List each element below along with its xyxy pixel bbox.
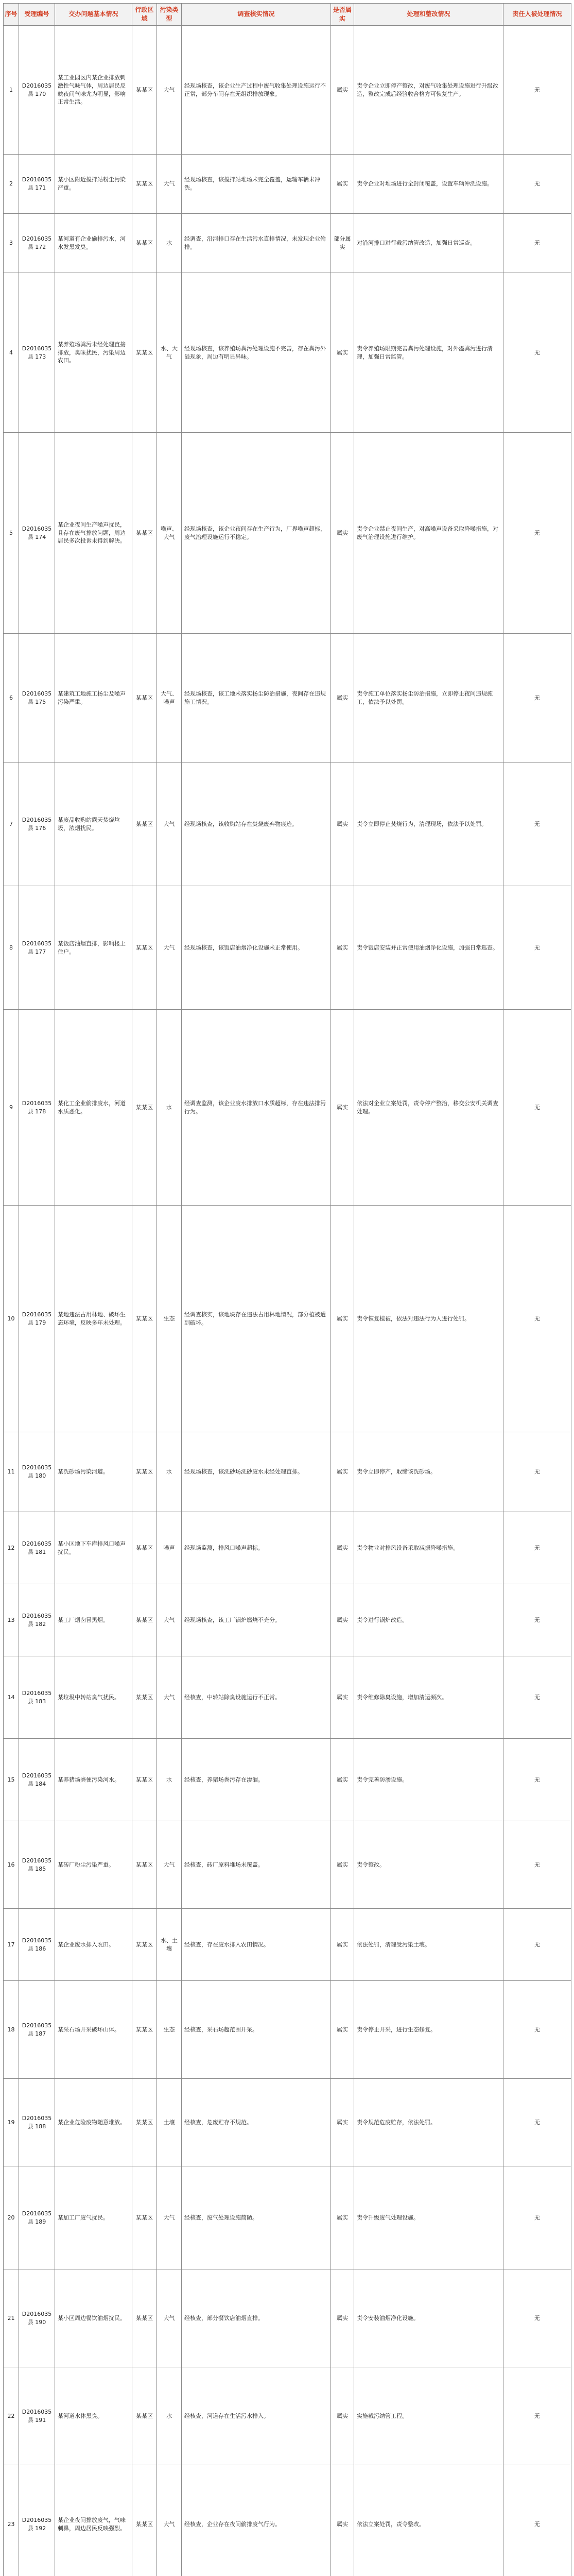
row-region: 某某区: [132, 2269, 157, 2367]
row-person: 无: [503, 1981, 571, 2079]
row-id: D2016035县 175: [19, 634, 55, 762]
row-no: 20: [4, 2166, 19, 2269]
row-survey: 经现场核查，该搅拌站堆场未完全覆盖，运输车辆未冲洗。: [182, 155, 331, 214]
col-header-person: 责任人被处理情况: [503, 4, 571, 26]
row-action: 责令立即停止焚烧行为，清理现场，依法予以处罚。: [354, 762, 503, 886]
row-person: 无: [503, 1512, 571, 1584]
row-person: 无: [503, 2465, 571, 2576]
row-is-true: 属实: [331, 1432, 354, 1512]
table-body: [4, 26, 571, 2576]
row-survey: 经核查，河道存在生活污水排入。: [182, 2367, 331, 2465]
row-region: 某某区: [132, 762, 157, 886]
row-no: 13: [4, 1584, 19, 1656]
row-action: 责令整改。: [354, 1821, 503, 1909]
row-summary: 某废品收购站露天焚烧垃圾，浓烟扰民。: [55, 762, 132, 886]
row-id: D2016035县 185: [19, 1821, 55, 1909]
row-region: 某某区: [132, 886, 157, 1010]
table-row: [4, 1981, 571, 2079]
row-region: 某某区: [132, 1584, 157, 1656]
row-id: D2016035县 170: [19, 26, 55, 155]
row-region: 某某区: [132, 1909, 157, 1981]
row-region: 某某区: [132, 2367, 157, 2465]
row-summary: 某企业夜间排放废气，气味刺鼻，周边居民反映强烈。: [55, 2465, 132, 2576]
row-is-true: 属实: [331, 1010, 354, 1206]
row-person: 无: [503, 1432, 571, 1512]
row-summary: 某工厂烟囱冒黑烟。: [55, 1584, 132, 1656]
row-survey: 经核查，中转站除臭设施运行不正常。: [182, 1656, 331, 1739]
row-no: 5: [4, 433, 19, 634]
col-header-pollution-type: 污染类型: [157, 4, 182, 26]
row-person: 无: [503, 2079, 571, 2166]
row-summary: 某建筑工地施工扬尘及噪声污染严重。: [55, 634, 132, 762]
table-row: [4, 26, 571, 155]
row-survey: 经现场监测，排风口噪声超标。: [182, 1512, 331, 1584]
row-action: 责令物业对排风设备采取减振降噪措施。: [354, 1512, 503, 1584]
row-summary: 某河道水体黑臭。: [55, 2367, 132, 2465]
row-action: 责令企业对堆场进行全封闭覆盖，设置车辆冲洗设施。: [354, 155, 503, 214]
row-action: 责令升级废气处理设施。: [354, 2166, 503, 2269]
row-person: 无: [503, 1656, 571, 1739]
document: [3, 3, 571, 2576]
table-row: [4, 2079, 571, 2166]
row-person: 无: [503, 1010, 571, 1206]
row-action: 责令企业立即停产整改，对废气收集处理设施进行升级改造，整改完成后经验收合格方可恢复生产。: [354, 26, 503, 155]
row-is-true: 属实: [331, 1206, 354, 1432]
row-survey: 经核查，砖厂原料堆场未覆盖。: [182, 1821, 331, 1909]
table-row: [4, 2166, 571, 2269]
row-no: 22: [4, 2367, 19, 2465]
table-row: [4, 2269, 571, 2367]
row-pollution-type: 大气、噪声: [157, 634, 182, 762]
row-is-true: 属实: [331, 2166, 354, 2269]
row-survey: 经核查，危废贮存不规范。: [182, 2079, 331, 2166]
row-id: D2016035县 178: [19, 1010, 55, 1206]
row-no: 16: [4, 1821, 19, 1909]
row-region: 某某区: [132, 433, 157, 634]
row-pollution-type: 土壤: [157, 2079, 182, 2166]
row-id: D2016035县 188: [19, 2079, 55, 2166]
row-survey: 经现场核查，该洗砂场洗砂废水未经处理直排。: [182, 1432, 331, 1512]
row-region: 某某区: [132, 1821, 157, 1909]
row-summary: 某养殖场粪污未经处理直接排放，臭味扰民，污染周边农田。: [55, 273, 132, 433]
row-summary: 某化工企业偷排废水，河道水质恶化。: [55, 1010, 132, 1206]
row-is-true: 属实: [331, 273, 354, 433]
complaint-table: [3, 3, 571, 2576]
row-person: 无: [503, 155, 571, 214]
row-summary: 某小区地下车库排风口噪声扰民。: [55, 1512, 132, 1584]
row-survey: 经现场核查，该收购站存在焚烧废弃物痕迹。: [182, 762, 331, 886]
row-action: 责令停止开采，进行生态修复。: [354, 1981, 503, 2079]
row-person: 无: [503, 2166, 571, 2269]
row-region: 某某区: [132, 1739, 157, 1821]
table-row: [4, 1739, 571, 1821]
row-summary: 某养猪场粪便污染河水。: [55, 1739, 132, 1821]
row-is-true: 属实: [331, 2079, 354, 2166]
row-id: D2016035县 174: [19, 433, 55, 634]
row-no: 6: [4, 634, 19, 762]
row-region: 某某区: [132, 155, 157, 214]
row-action: 责令进行锅炉改造。: [354, 1584, 503, 1656]
row-is-true: 属实: [331, 2367, 354, 2465]
row-summary: 某砖厂粉尘污染严重。: [55, 1821, 132, 1909]
row-is-true: 属实: [331, 1656, 354, 1739]
row-is-true: 属实: [331, 155, 354, 214]
row-id: D2016035县 181: [19, 1512, 55, 1584]
col-header-action: 处理和整改情况: [354, 4, 503, 26]
row-id: D2016035县 187: [19, 1981, 55, 2079]
row-id: D2016035县 172: [19, 214, 55, 273]
row-person: 无: [503, 214, 571, 273]
row-pollution-type: 大气: [157, 26, 182, 155]
row-survey: 经现场核查，该养殖场粪污处理设施不完善，存在粪污外溢现象，周边有明显异味。: [182, 273, 331, 433]
row-person: 无: [503, 634, 571, 762]
col-header-region: 行政区域: [132, 4, 157, 26]
row-id: D2016035县 182: [19, 1584, 55, 1656]
row-summary: 某河道有企业偷排污水，河水发黑发臭。: [55, 214, 132, 273]
col-header-summary: 交办问题基本情况: [55, 4, 132, 26]
table-header-row: [4, 4, 571, 26]
row-is-true: 属实: [331, 2465, 354, 2576]
row-survey: 经现场核查，该企业夜间存在生产行为，厂界噪声超标，废气治理设施运行不稳定。: [182, 433, 331, 634]
row-pollution-type: 噪声、大气: [157, 433, 182, 634]
row-id: D2016035县 179: [19, 1206, 55, 1432]
row-region: 某某区: [132, 1010, 157, 1206]
row-survey: 经调查，沿河排口存在生活污水直排情况，未发现企业偷排。: [182, 214, 331, 273]
table-row: [4, 1206, 571, 1432]
row-pollution-type: 大气: [157, 2465, 182, 2576]
row-id: D2016035县 189: [19, 2166, 55, 2269]
row-pollution-type: 水: [157, 1010, 182, 1206]
row-is-true: 属实: [331, 1512, 354, 1584]
row-summary: 某企业夜间生产噪声扰民，且存在废气排放问题，周边居民多次投诉未得到解决。: [55, 433, 132, 634]
row-action: 责令恢复植被，依法对违法行为人进行处罚。: [354, 1206, 503, 1432]
table-row: [4, 1656, 571, 1739]
row-summary: 某洗砂场污染河道。: [55, 1432, 132, 1512]
row-survey: 经核查，存在废水排入农田情况。: [182, 1909, 331, 1981]
row-region: 某某区: [132, 214, 157, 273]
row-no: 15: [4, 1739, 19, 1821]
row-pollution-type: 生态: [157, 1206, 182, 1432]
row-action: 责令完善防渗设施。: [354, 1739, 503, 1821]
row-id: D2016035县 173: [19, 273, 55, 433]
row-action: 对沿河排口进行截污纳管改造，加强日常巡查。: [354, 214, 503, 273]
table-row: [4, 273, 571, 433]
row-summary: 某饭店油烟直排，影响楼上住户。: [55, 886, 132, 1010]
row-id: D2016035县 190: [19, 2269, 55, 2367]
row-no: 17: [4, 1909, 19, 1981]
row-person: 无: [503, 1739, 571, 1821]
row-is-true: 部分属实: [331, 214, 354, 273]
row-region: 某某区: [132, 2465, 157, 2576]
row-no: 19: [4, 2079, 19, 2166]
row-pollution-type: 水: [157, 1739, 182, 1821]
row-id: D2016035县 183: [19, 1656, 55, 1739]
row-summary: 某垃圾中转站臭气扰民。: [55, 1656, 132, 1739]
table-row: [4, 1010, 571, 1206]
row-action: 责令养殖场限期完善粪污处理设施，对外溢粪污进行清理，加强日常监管。: [354, 273, 503, 433]
col-header-no: 序号: [4, 4, 19, 26]
row-pollution-type: 大气: [157, 2166, 182, 2269]
row-region: 某某区: [132, 634, 157, 762]
row-action: 依法对企业立案处罚，责令停产整治，移交公安机关调查处理。: [354, 1010, 503, 1206]
row-is-true: 属实: [331, 1739, 354, 1821]
row-pollution-type: 水: [157, 2367, 182, 2465]
row-no: 18: [4, 1981, 19, 2079]
row-person: 无: [503, 886, 571, 1010]
row-person: 无: [503, 1909, 571, 1981]
row-is-true: 属实: [331, 1909, 354, 1981]
row-is-true: 属实: [331, 433, 354, 634]
table-row: [4, 762, 571, 886]
row-id: D2016035县 191: [19, 2367, 55, 2465]
row-pollution-type: 大气: [157, 2269, 182, 2367]
row-no: 4: [4, 273, 19, 433]
row-region: 某某区: [132, 2079, 157, 2166]
row-pollution-type: 水: [157, 1432, 182, 1512]
row-no: 14: [4, 1656, 19, 1739]
table-row: [4, 886, 571, 1010]
col-header-is-true: 是否属实: [331, 4, 354, 26]
row-pollution-type: 水、大气: [157, 273, 182, 433]
row-survey: 经现场核查，该企业生产过程中废气收集处理设施运行不正常，部分车间存在无组织排放现象。: [182, 26, 331, 155]
row-no: 10: [4, 1206, 19, 1432]
row-no: 3: [4, 214, 19, 273]
row-action: 责令企业禁止夜间生产，对高噪声设备采取降噪措施，对废气治理设施进行维护。: [354, 433, 503, 634]
row-id: D2016035县 192: [19, 2465, 55, 2576]
row-summary: 某采石场开采破坏山体。: [55, 1981, 132, 2079]
row-pollution-type: 大气: [157, 1656, 182, 1739]
row-survey: 经调查监测，该企业废水排放口水质超标，存在违法排污行为。: [182, 1010, 331, 1206]
row-no: 12: [4, 1512, 19, 1584]
table-row: [4, 2465, 571, 2576]
row-summary: 某企业废水排入农田。: [55, 1909, 132, 1981]
row-action: 实施截污纳管工程。: [354, 2367, 503, 2465]
row-action: 责令饭店安装并正常使用油烟净化设施，加强日常巡查。: [354, 886, 503, 1010]
row-pollution-type: 大气: [157, 762, 182, 886]
row-survey: 经现场核查，该工地未落实扬尘防治措施，夜间存在违规施工情况。: [182, 634, 331, 762]
row-person: 无: [503, 762, 571, 886]
row-no: 1: [4, 26, 19, 155]
row-pollution-type: 大气: [157, 886, 182, 1010]
row-is-true: 属实: [331, 1584, 354, 1656]
row-id: D2016035县 180: [19, 1432, 55, 1512]
row-is-true: 属实: [331, 886, 354, 1010]
table-row: [4, 1432, 571, 1512]
row-survey: 经核查，采石场超范围开采。: [182, 1981, 331, 2079]
row-is-true: 属实: [331, 762, 354, 886]
row-survey: 经核查，养猪场粪污存在渗漏。: [182, 1739, 331, 1821]
row-pollution-type: 水: [157, 214, 182, 273]
row-id: D2016035县 184: [19, 1739, 55, 1821]
row-survey: 经调查核实，该地块存在违法占用林地情况，部分植被遭到破坏。: [182, 1206, 331, 1432]
table-row: [4, 1512, 571, 1584]
row-pollution-type: 大气: [157, 155, 182, 214]
row-survey: 经核查，部分餐饮店油烟直排。: [182, 2269, 331, 2367]
row-survey: 经现场核查，该饭店油烟净化设施未正常使用。: [182, 886, 331, 1010]
row-region: 某某区: [132, 1432, 157, 1512]
row-person: 无: [503, 1584, 571, 1656]
row-region: 某某区: [132, 1981, 157, 2079]
table-row: [4, 1909, 571, 1981]
row-pollution-type: 大气: [157, 1821, 182, 1909]
row-person: 无: [503, 273, 571, 433]
col-header-id: 受理编号: [19, 4, 55, 26]
row-pollution-type: 生态: [157, 1981, 182, 2079]
row-action: 责令安装油烟净化设施。: [354, 2269, 503, 2367]
row-no: 21: [4, 2269, 19, 2367]
row-summary: 某小区附近搅拌站粉尘污染严重。: [55, 155, 132, 214]
row-person: 无: [503, 1821, 571, 1909]
row-survey: 经核查，废气处理设施简陋。: [182, 2166, 331, 2269]
row-person: 无: [503, 1206, 571, 1432]
row-action: 责令立即停产，取缔该洗砂场。: [354, 1432, 503, 1512]
row-person: 无: [503, 26, 571, 155]
row-id: D2016035县 171: [19, 155, 55, 214]
row-is-true: 属实: [331, 2269, 354, 2367]
row-action: 依法处罚，清理受污染土壤。: [354, 1909, 503, 1981]
row-summary: 某加工厂废气扰民。: [55, 2166, 132, 2269]
row-region: 某某区: [132, 2166, 157, 2269]
row-summary: 某企业危险废物随意堆放。: [55, 2079, 132, 2166]
row-action: 责令维修除臭设施，增加清运频次。: [354, 1656, 503, 1739]
row-region: 某某区: [132, 26, 157, 155]
row-pollution-type: 大气: [157, 1584, 182, 1656]
row-region: 某某区: [132, 1656, 157, 1739]
table-row: [4, 634, 571, 762]
table-row: [4, 155, 571, 214]
row-is-true: 属实: [331, 634, 354, 762]
row-is-true: 属实: [331, 26, 354, 155]
row-action: 责令规范危废贮存，依法处罚。: [354, 2079, 503, 2166]
row-no: 2: [4, 155, 19, 214]
row-pollution-type: 水、土壤: [157, 1909, 182, 1981]
row-region: 某某区: [132, 1512, 157, 1584]
row-is-true: 属实: [331, 1981, 354, 2079]
row-action: 责令施工单位落实扬尘防治措施，立即停止夜间违规施工，依法予以处罚。: [354, 634, 503, 762]
row-survey: 经核查，企业存在夜间偷排废气行为。: [182, 2465, 331, 2576]
row-id: D2016035县 177: [19, 886, 55, 1010]
row-is-true: 属实: [331, 1821, 354, 1909]
row-summary: 某工业园区内某企业排放刺激性气味气体，周边居民反映夜间气味尤为明显，影响正常生活。: [55, 26, 132, 155]
table-row: [4, 214, 571, 273]
table-row: [4, 433, 571, 634]
row-summary: 某地违法占用林地、破坏生态环境，反映多年未处理。: [55, 1206, 132, 1432]
row-person: 无: [503, 2367, 571, 2465]
row-id: D2016035县 176: [19, 762, 55, 886]
row-no: 11: [4, 1432, 19, 1512]
row-pollution-type: 噪声: [157, 1512, 182, 1584]
row-id: D2016035县 186: [19, 1909, 55, 1981]
row-region: 某某区: [132, 273, 157, 433]
row-no: 9: [4, 1010, 19, 1206]
table-row: [4, 2367, 571, 2465]
row-person: 无: [503, 2269, 571, 2367]
row-person: 无: [503, 433, 571, 634]
table-row: [4, 1821, 571, 1909]
row-action: 依法立案处罚，责令整改。: [354, 2465, 503, 2576]
row-summary: 某小区周边餐饮油烟扰民。: [55, 2269, 132, 2367]
table-row: [4, 1584, 571, 1656]
row-survey: 经现场核查，该工厂锅炉燃烧不充分。: [182, 1584, 331, 1656]
col-header-survey: 调查核实情况: [182, 4, 331, 26]
row-no: 7: [4, 762, 19, 886]
row-no: 8: [4, 886, 19, 1010]
row-no: 23: [4, 2465, 19, 2576]
row-region: 某某区: [132, 1206, 157, 1432]
